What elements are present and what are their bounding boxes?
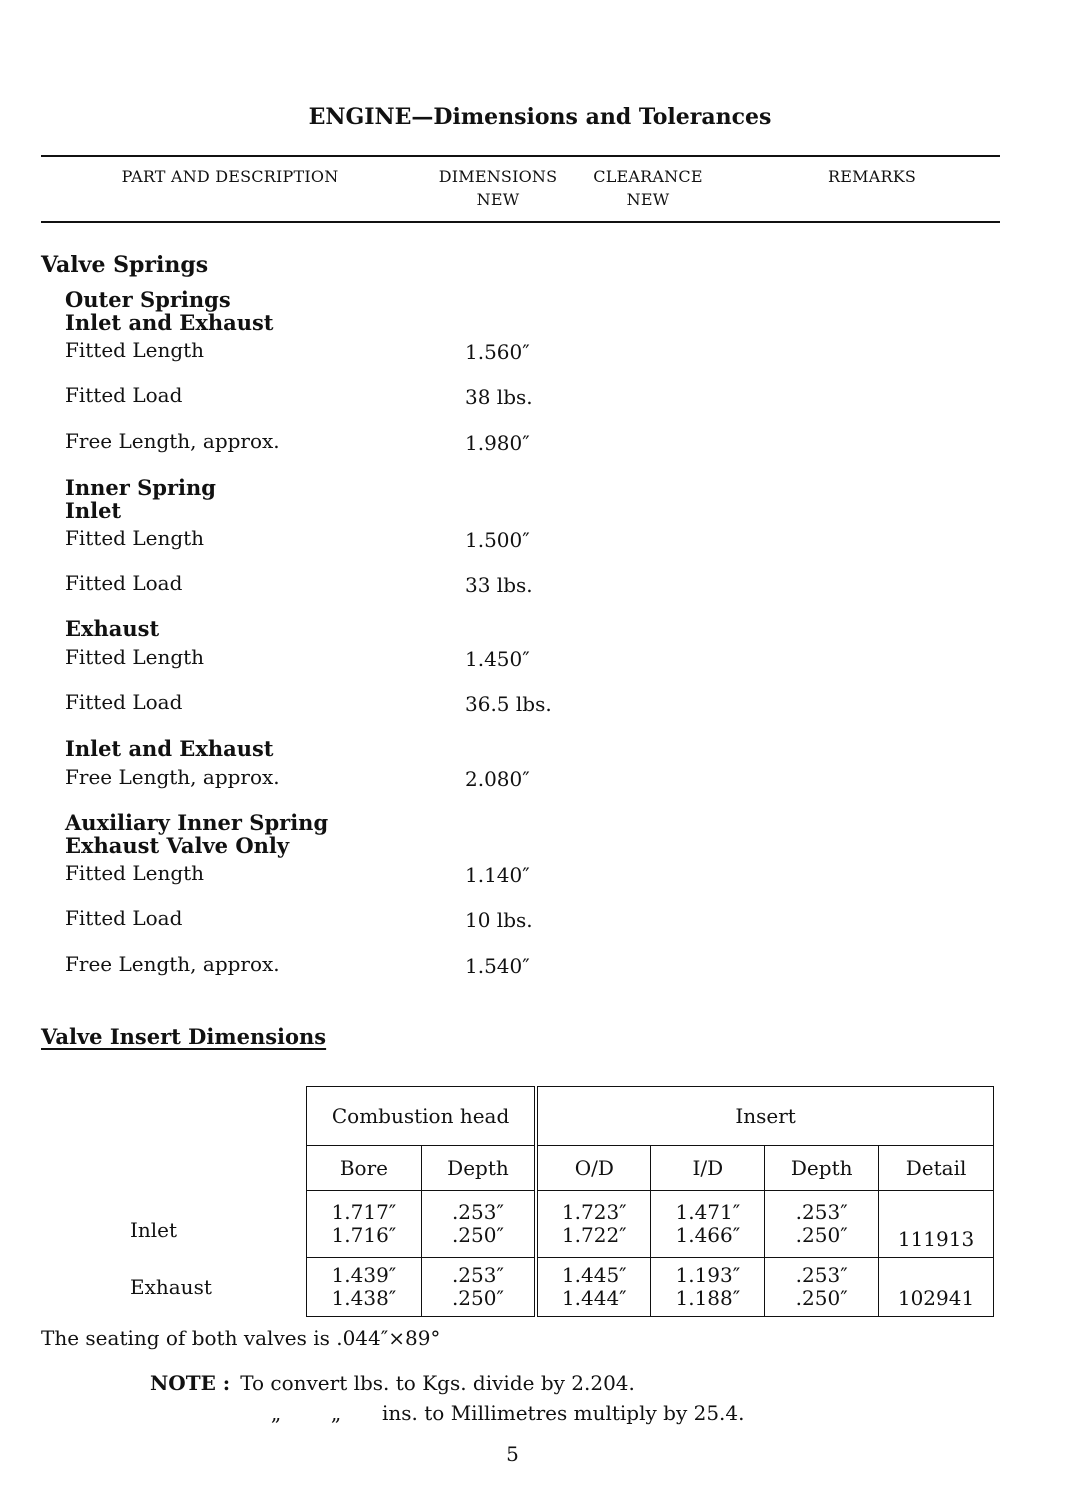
cell-bore: 1.717″ 1.716″ [307,1191,422,1258]
spec-value: 33 lbs. [465,573,533,597]
header-top-rule [41,155,1000,157]
spec-label: Free Length, approx. [65,952,280,976]
cell-id: 1.193″ 1.188″ [651,1258,765,1317]
col-header-detail: Detail [879,1146,994,1191]
col-header-dimensions: DIMENSIONS NEW [438,167,558,209]
cell-depth: .253″ .250″ [421,1258,536,1317]
col-header-clearance: CLEARANCE NEW [593,167,703,209]
spec-label: Fitted Load [65,690,183,714]
col-header-id: I/D [651,1146,765,1191]
table-row-inlet [307,1191,994,1258]
page-title: ENGINE—Dimensions and Tolerances [308,104,772,130]
spec-label: Free Length, approx. [65,429,280,453]
cell-insert-depth: .253″ .250″ [765,1258,879,1317]
spec-label: Free Length, approx. [65,765,280,789]
seating-note: The seating of both valves is .044″×89° [41,1326,441,1350]
subheading-inlet-and-exhaust: Inlet and Exhaust [65,736,274,761]
spec-value: 10 lbs. [465,908,533,932]
subheading-outer-springs: Outer Springs Inlet and Exhaust [65,287,274,335]
ditto-mark: „ [270,1401,282,1425]
row-label-inlet: Inlet [130,1218,178,1242]
spec-label: Fitted Length [65,861,205,885]
spec-value: 36.5 lbs. [465,692,552,716]
spec-value: 1.560″ [465,340,530,364]
note-line-1: To convert lbs. to Kgs. divide by 2.204. [240,1371,635,1395]
table-row-exhaust [307,1258,994,1317]
subheading-exhaust: Exhaust [65,616,160,641]
spec-label: Fitted Length [65,645,205,669]
row-label-exhaust: Exhaust [130,1275,212,1299]
conversion-note-line-2 [258,1401,745,1425]
section-valve-insert-dimensions: Valve Insert Dimensions [41,1024,327,1049]
spec-value: 1.140″ [465,863,530,887]
group-header-combustion-head: Combustion head [307,1087,537,1146]
spec-label: Fitted Length [65,526,205,550]
valve-insert-table [306,1086,994,1317]
page-number: 5 [506,1442,519,1466]
spec-value: 2.080″ [465,767,530,791]
cell-insert-depth: .253″ .250″ [765,1191,879,1258]
spec-label: Fitted Length [65,338,205,362]
col-header-part: PART AND DESCRIPTION [121,167,339,186]
cell-detail: 111913 [879,1191,994,1258]
conversion-note [150,1371,635,1395]
note-line-2: ins. to Millimetres multiply by 25.4. [382,1401,745,1425]
spec-value: 1.450″ [465,647,530,671]
cell-depth: .253″ .250″ [421,1191,536,1258]
spec-value: 38 lbs. [465,385,533,409]
spec-label: Fitted Load [65,906,183,930]
section-valve-springs: Valve Springs [41,252,209,278]
group-header-insert: Insert [536,1087,993,1146]
header-bottom-rule [41,221,1000,223]
col-header-bore: Bore [307,1146,422,1191]
col-header-insert-depth: Depth [765,1146,879,1191]
cell-od: 1.445″ 1.444″ [536,1258,651,1317]
spec-label: Fitted Load [65,571,183,595]
cell-detail: 102941 [879,1258,994,1317]
subheading-inner-spring: Inner Spring Inlet [65,475,216,523]
col-header-od: O/D [536,1146,651,1191]
note-label: NOTE : [150,1371,231,1395]
cell-bore: 1.439″ 1.438″ [307,1258,422,1317]
spec-label: Fitted Load [65,383,183,407]
col-header-remarks: REMARKS [827,167,917,186]
cell-id: 1.471″ 1.466″ [651,1191,765,1258]
subheading-auxiliary-inner-spring: Auxiliary Inner Spring Exhaust Valve Only [65,810,329,858]
ditto-mark: „ [330,1401,342,1425]
spec-value: 1.540″ [465,954,530,978]
cell-od: 1.723″ 1.722″ [536,1191,651,1258]
col-header-depth: Depth [421,1146,536,1191]
spec-value: 1.980″ [465,431,530,455]
spec-value: 1.500″ [465,528,530,552]
